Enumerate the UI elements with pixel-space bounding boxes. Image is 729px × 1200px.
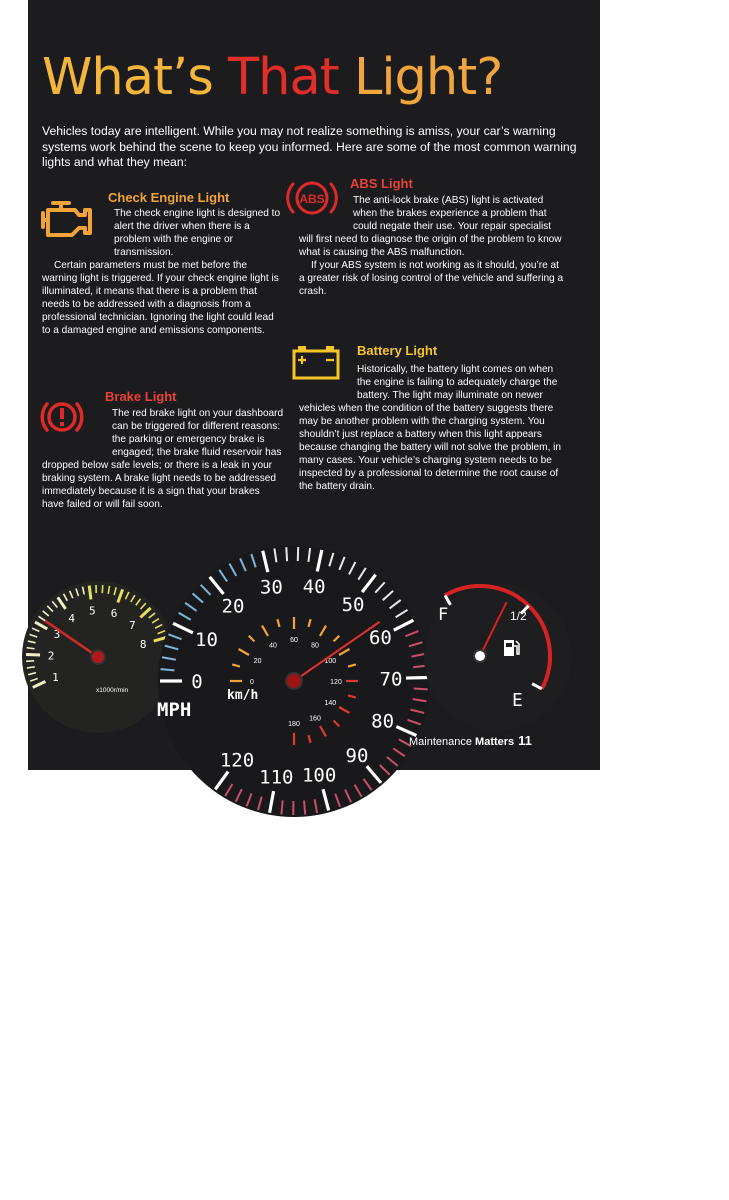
check-engine-heading: Check Engine Light bbox=[108, 190, 230, 205]
kmh-label: 120 bbox=[330, 679, 342, 686]
dashboard-gauges bbox=[28, 0, 600, 789]
mph-label: 20 bbox=[221, 595, 245, 618]
brake-paragraph-1: The red brake light on your dashboard can be triggered for different reasons: the parking or emergency brake is engaged; the brake fluid reservoir has dropped below safe levels; or there is a leak in your braking system. A brake light needs to be addressed immediately because it is a sign that your brakes have failed or will fail soon. bbox=[42, 408, 284, 510]
abs-heading: ABS Light bbox=[350, 176, 413, 191]
abs-paragraph-2: If your ABS system is not working as it should, you’re at a greater risk of losing control of the vehicle and suffering a crash. bbox=[299, 260, 564, 297]
speedometer-tick bbox=[286, 547, 287, 561]
footer-bold: Matters bbox=[475, 736, 515, 748]
mph-label: 90 bbox=[345, 744, 369, 767]
fuel-hub bbox=[474, 650, 486, 662]
tachometer-tick bbox=[27, 648, 35, 649]
speedometer-tick bbox=[406, 677, 428, 678]
speedometer-hub bbox=[286, 673, 302, 689]
mph-label: 10 bbox=[195, 629, 218, 652]
speedometer-tick bbox=[281, 800, 282, 814]
mph-label: 80 bbox=[371, 710, 395, 733]
kmh-label: 100 bbox=[324, 658, 337, 665]
mph-label: 60 bbox=[368, 626, 392, 649]
kmh-label: 20 bbox=[253, 658, 262, 665]
page-number: 11 bbox=[518, 733, 532, 748]
page-footer bbox=[409, 733, 532, 748]
kmh-unit: km/h bbox=[227, 688, 259, 703]
magazine-page bbox=[28, 0, 600, 789]
check-engine-paragraph-1: The check engine light is designed to alert the driver when there is a problem with the engine or transmission. bbox=[114, 208, 281, 258]
tachometer-label: 5 bbox=[88, 604, 96, 618]
fuel-gauge bbox=[424, 583, 572, 731]
kmh-label: 0 bbox=[250, 679, 254, 686]
kmh-label: 180 bbox=[288, 721, 300, 728]
mph-label: 40 bbox=[302, 576, 326, 599]
kmh-label: 60 bbox=[290, 637, 298, 644]
tachometer-label: 3 bbox=[53, 628, 61, 642]
mph-unit: MPH bbox=[157, 699, 192, 721]
tachometer-label: 4 bbox=[68, 612, 76, 626]
tachometer-hub bbox=[91, 650, 105, 664]
tachometer-label: 8 bbox=[139, 638, 147, 652]
kmh-label: 80 bbox=[311, 642, 319, 650]
kmh-label: 160 bbox=[309, 715, 321, 723]
speedometer-tick bbox=[304, 801, 305, 815]
footer-prefix: Maintenance bbox=[409, 736, 476, 748]
title-part-that: That bbox=[228, 48, 354, 107]
tachometer-label: 7 bbox=[129, 618, 136, 632]
mph-label: 100 bbox=[301, 764, 337, 787]
mph-label: 110 bbox=[259, 766, 294, 789]
fuel-empty-label: E bbox=[512, 690, 523, 711]
fuel-pump-icon bbox=[504, 640, 519, 656]
tachometer-label: 6 bbox=[110, 606, 118, 620]
battery-heading: Battery Light bbox=[357, 343, 438, 358]
speedometer bbox=[157, 545, 430, 817]
title-part-whats: What’s bbox=[42, 48, 228, 107]
abs-icon-text: ABS bbox=[299, 192, 325, 206]
kmh-label: 140 bbox=[324, 700, 337, 707]
mph-label: 30 bbox=[259, 576, 283, 599]
brake-heading: Brake Light bbox=[105, 389, 177, 404]
check-engine-paragraph-2: Certain parameters must be met before the warning light is triggered. If your check engine light is illuminated, it means that there is a problem that needs to be addressed with a diagnosis from a professional technician. Ignoring the light could lead to a damaged engine and emissions components. bbox=[42, 260, 279, 336]
speedometer-tick bbox=[414, 689, 428, 690]
tachometer-label: 1 bbox=[52, 670, 59, 684]
tachometer-tick bbox=[89, 586, 91, 600]
fuel-half-label: 1/2 bbox=[510, 609, 527, 623]
fuel-full-label: F bbox=[438, 605, 449, 625]
tachometer-label: 2 bbox=[47, 649, 55, 663]
mph-label: 70 bbox=[379, 668, 403, 691]
mph-label: 120 bbox=[219, 749, 255, 772]
battery-paragraph-1: Historically, the battery light comes on when the engine is failing to adequately charge the battery. The light may illuminate on newer vehicles when the condition of the battery suggests there may be another problem with the charging system. You shouldn’t just replace a battery when this light appears because changing the battery will not solve the problem, in many cases. Your vehicle’s charging system needs to be inspected by a professional to determine the root cause of the battery drain. bbox=[299, 364, 562, 492]
title-part-light: Light? bbox=[353, 48, 503, 107]
speedometer-tick bbox=[161, 669, 175, 670]
intro-paragraph: Vehicles today are intelligent. While you may not realize something is amiss, your car’s warning systems work behind the scene to keep you informed. Here are some of the most common warning lights and what they mean: bbox=[42, 124, 577, 170]
tachometer-unit: x1000r/min bbox=[96, 687, 129, 694]
tachometer-tick bbox=[102, 585, 103, 593]
mph-label: 0 bbox=[191, 671, 203, 693]
abs-paragraph-1: The anti-lock brake (ABS) light is activated when the brakes experience a problem that could negate their use. Your repair specialist will first need to diagnose the origin of the problem to know what is causing the ABS malfunction. bbox=[299, 195, 562, 258]
tachometer bbox=[22, 581, 174, 733]
mph-label: 50 bbox=[341, 594, 365, 617]
kmh-label: 40 bbox=[269, 642, 277, 650]
